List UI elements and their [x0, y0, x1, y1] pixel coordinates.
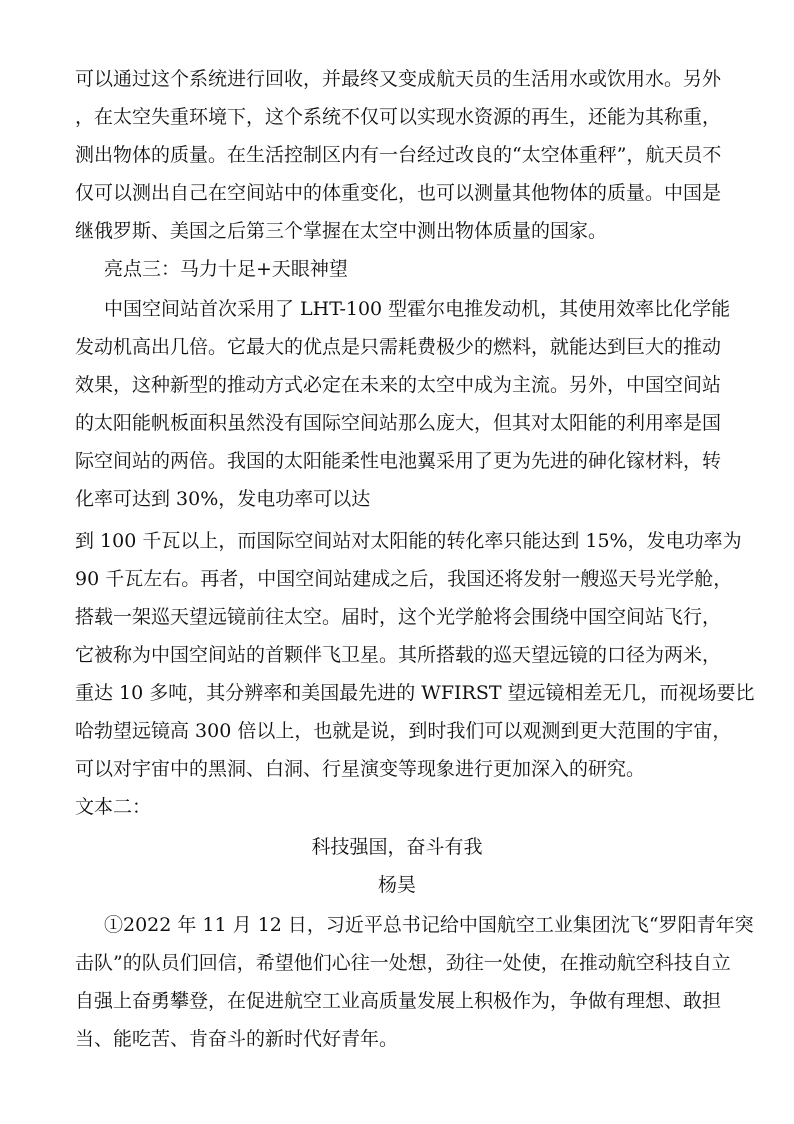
paragraph-line: 化率可达到 30%，发电功率可以达	[75, 488, 371, 510]
paragraph-line: 中国空间站首次采用了 LHT-100 型霍尔电推发动机，其使用效率比化学能	[104, 298, 731, 320]
paragraph-line: 到 100 千瓦以上，而国际空间站对太阳能的转化率只能达到 15%，发电功率为	[75, 530, 742, 552]
paragraph-line: 自强上奋勇攀登，在促进航空工业高质量发展上积极作为，争做有理想、敢担	[75, 990, 722, 1012]
paragraph-line: ①2022 年 11 月 12 日，习近平总书记给中国航空工业集团沈飞“罗阳青年突	[104, 914, 754, 936]
paragraph-line: 可以对宇宙中的黑洞、白洞、行星演变等现象进行更加深入的研究。	[75, 758, 646, 780]
paragraph-line: 重达 10 多吨，其分辨率和美国最先进的 WFIRST 望远镜相差无几，而视场要比	[75, 682, 755, 704]
article-author: 杨昊	[377, 874, 416, 896]
paragraph-line: 发动机高出几倍。它最大的优点是只需耗费极少的燃料，就能达到巨大的推动	[75, 336, 722, 358]
paragraph-line: 哈勃望远镜高 300 倍以上，也就是说，到时我们可以观测到更大范围的宇宙，	[75, 720, 732, 742]
paragraph-line: 当、能吃苦、肯奋斗的新时代好青年。	[75, 1028, 399, 1050]
paragraph-line: 90 千瓦左右。再者，中国空间站建成之后，我国还将发射一艘巡天号光学舱，	[75, 568, 733, 590]
paragraph-line: 的太阳能帆板面积虽然没有国际空间站那么庞大，但其对太阳能的利用率是国	[75, 412, 722, 434]
paragraph-line: 测出物体的质量。在生活控制区内有一台经过改良的“太空体重秤”，航天员不	[75, 144, 722, 166]
section-label: 文本二：	[75, 796, 152, 818]
paragraph-line: 际空间站的两倍。我国的太阳能柔性电池翼采用了更为先进的砷化镓材料，转	[75, 450, 722, 472]
paragraph-line: 可以通过这个系统进行回收，并最终又变成航天员的生活用水或饮用水。另外	[75, 68, 722, 90]
paragraph-line: 搭载一架巡天望远镜前往太空。届时，这个光学舱将会围绕中国空间站飞行，	[75, 606, 722, 628]
paragraph-line: 效果，这种新型的推动方式必定在未来的太空中成为主流。另外，中国空间站	[75, 374, 722, 396]
paragraph-line: 仅可以测出自己在空间站中的体重变化，也可以测量其他物体的质量。中国是	[75, 182, 722, 204]
paragraph-line: 它被称为中国空间站的首颗伴飞卫星。其所搭载的巡天望远镜的口径为两米，	[75, 644, 722, 666]
article-title: 科技强国，奋斗有我	[311, 836, 483, 858]
paragraph-line: ，在太空失重环境下，这个系统不仅可以实现水资源的再生，还能为其称重，	[75, 106, 722, 128]
paragraph-line: 继俄罗斯、美国之后第三个掌握在太空中测出物体质量的国家。	[75, 220, 608, 242]
paragraph-line: 击队”的队员们回信，希望他们心往一处想，劲往一处使，在推动航空科技自立	[75, 952, 731, 974]
section-heading: 亮点三：马力十足+天眼神望	[104, 258, 348, 280]
